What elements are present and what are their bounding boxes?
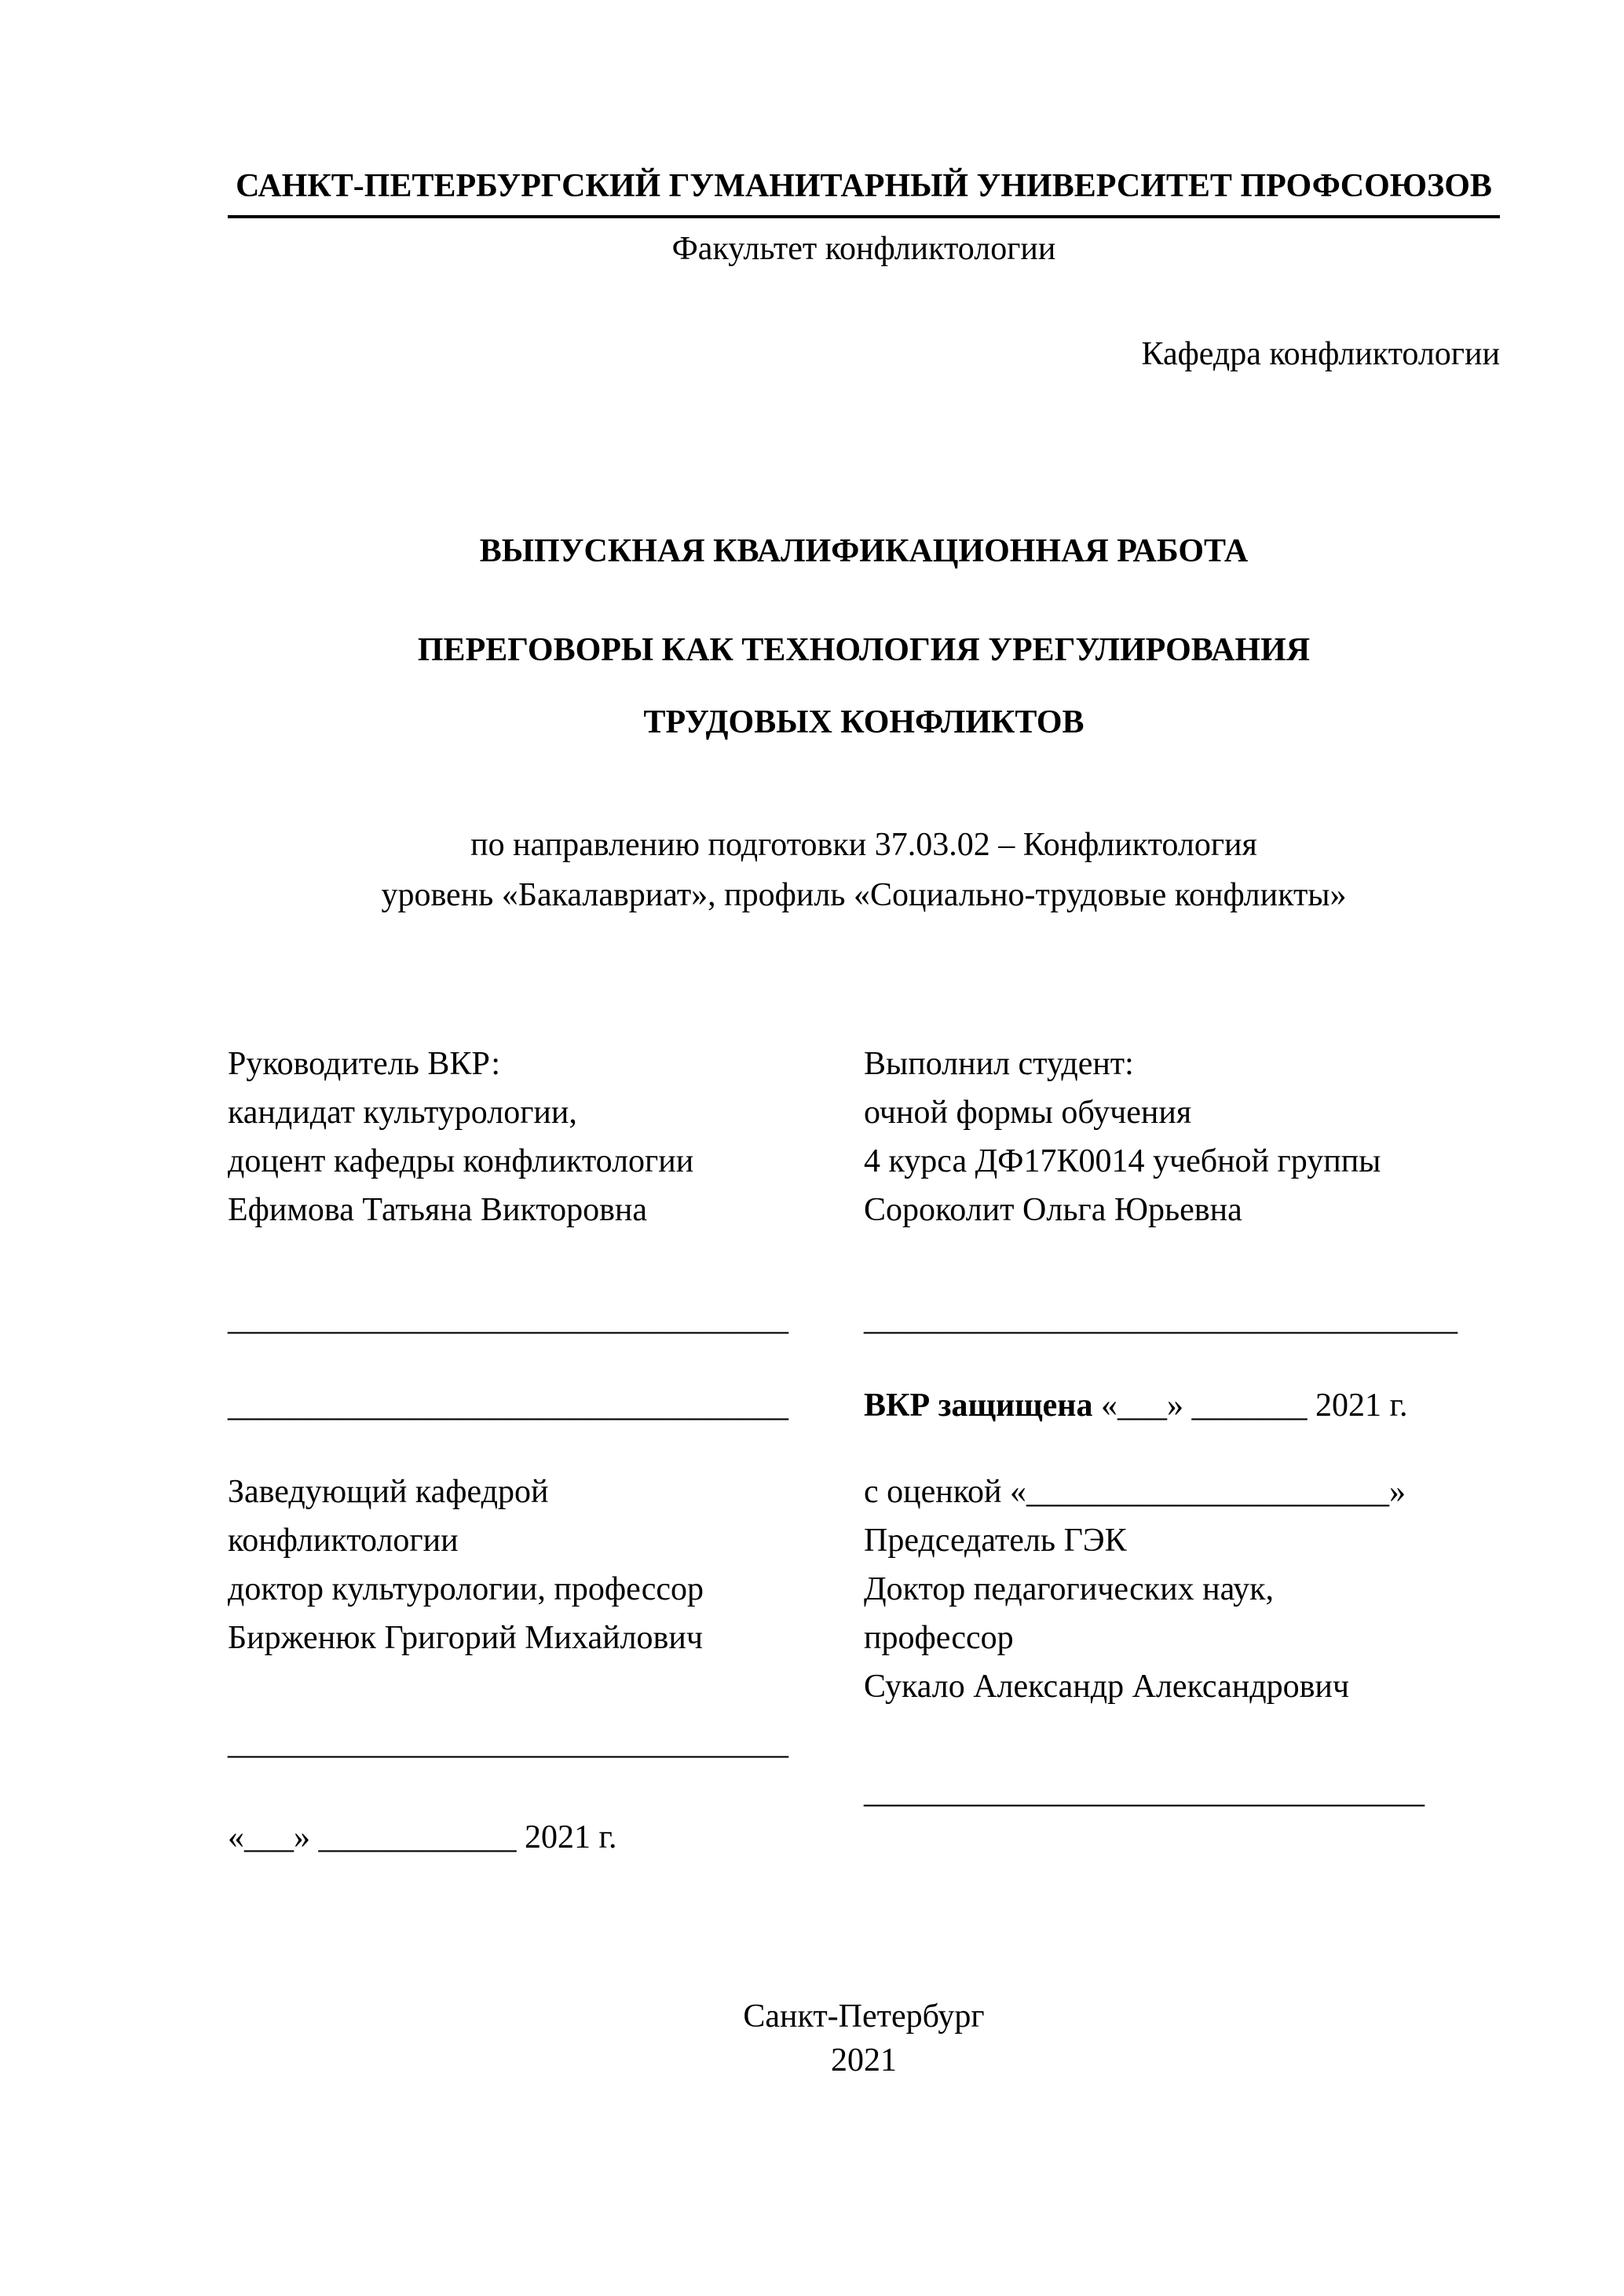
student-signature-line: ____________________________________ [864,1301,1458,1337]
chair-position: профессор [864,1620,1014,1656]
department-name: Кафедра конфликтологии [1141,336,1500,372]
defence-date-line [864,1381,1500,1430]
footer [228,1994,1500,2082]
program-direction: по направлению подготовки 37.03.02 – Конфликтология [470,827,1257,863]
student-form: очной формы обучения [864,1095,1192,1131]
date-blank-line: «___» ____________ 2021 г. [228,1819,617,1855]
signature-columns [228,1040,1500,1862]
supervisor-degree: кандидат культурологии, [228,1095,577,1131]
faculty-name: Факультет конфликтологии [671,231,1056,267]
program-level: уровень «Бакалавриат», профиль «Социально-трудовые конфликты» [381,877,1347,913]
supervisor-name: Ефимова Татьяна Викторовна [228,1192,648,1228]
thesis-title-line2: ТРУДОВЫХ КОНФЛИКТОВ [643,704,1084,740]
grade-blank-line: с оценкой «______________________» [864,1474,1406,1510]
student-name: Сороколит Ольга Юрьевна [864,1192,1242,1228]
head-degree: доктор культурологии, профессор [228,1571,704,1607]
supervisor-label: Руководитель ВКР: [228,1046,501,1082]
defence-date-blank: «___» _______ 2021 г. [1092,1387,1408,1424]
footer-year: 2021 [831,2042,897,2078]
university-name: САНКТ-ПЕТЕРБУРГСКИЙ ГУМАНИТАРНЫЙ УНИВЕРСИТЕТ ПРОФСОЮЗОВ [228,166,1500,218]
head-label-line2: конфликтологии [228,1523,459,1559]
student-group: 4 курса ДФ17К0014 учебной группы [864,1143,1381,1179]
head-name: Бирженюк Григорий Михайлович [228,1620,703,1656]
chair-name: Сукало Александр Александрович [864,1669,1350,1705]
chair-degree: Доктор педагогических наук, [864,1571,1274,1607]
thesis-title [228,614,1500,759]
supervisor-position: доцент кафедры конфликтологии [228,1143,694,1179]
chair-signature-line: __________________________________ [864,1774,1425,1810]
head-signature-line: __________________________________ [228,1725,788,1761]
program-info [228,820,1500,920]
supervisor-signature-line-2: __________________________________ [228,1387,788,1424]
thesis-title-line1: ПЕРЕГОВОРЫ КАК ТЕХНОЛОГИЯ УРЕГУЛИРОВАНИЯ [417,632,1311,668]
chair-label: Председатель ГЭК [864,1523,1127,1559]
head-label-line1: Заведующий кафедрой [228,1474,549,1510]
left-column-supervisor [228,1040,864,1862]
defence-date-label: ВКР защищена [864,1387,1093,1424]
footer-city: Санкт-Петербург [743,1998,985,2035]
student-label: Выполнил студент: [864,1046,1134,1082]
right-column-student [864,1040,1500,1862]
work-type-heading: ВЫПУСКНАЯ КВАЛИФИКАЦИОННАЯ РАБОТА [479,533,1249,569]
supervisor-signature-line-1: __________________________________ [228,1301,788,1337]
